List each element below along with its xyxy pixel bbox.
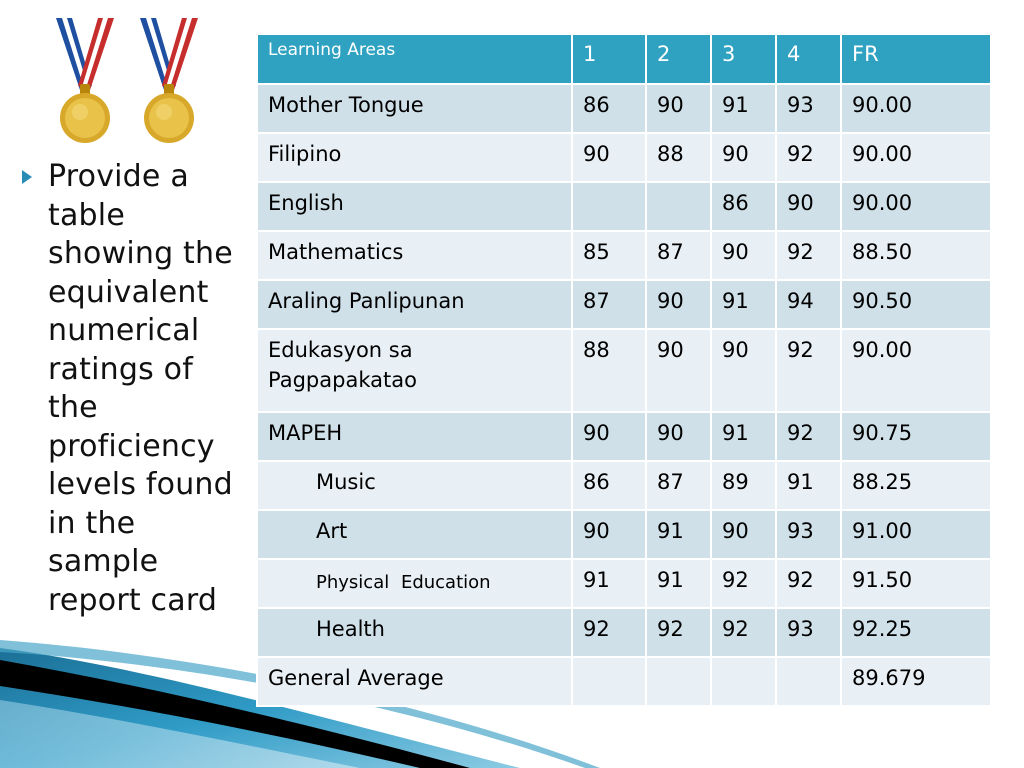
q1-cell: 90 (572, 412, 646, 461)
fr-cell: 90.00 (841, 133, 991, 182)
table-row (257, 559, 991, 608)
q1-cell: 85 (572, 231, 646, 280)
fr-cell: 91.50 (841, 559, 991, 608)
q3-cell: 92 (711, 608, 776, 657)
area-cell: Araling Panlipunan (257, 280, 572, 329)
table-row (257, 412, 991, 461)
table-row (257, 608, 991, 657)
q1-cell: 92 (572, 608, 646, 657)
table-row (257, 329, 991, 412)
header-final-rating: FR (841, 34, 991, 84)
area-cell: Art (257, 510, 572, 559)
q1-cell: 87 (572, 280, 646, 329)
q3-cell: 90 (711, 231, 776, 280)
q2-cell: 90 (646, 412, 711, 461)
ratings-table (256, 33, 992, 707)
area-cell: General Average (257, 657, 572, 706)
fr-cell: 90.00 (841, 84, 991, 133)
table-row (257, 231, 991, 280)
fr-cell: 90.00 (841, 182, 991, 231)
q4-cell: 93 (776, 510, 841, 559)
q4-cell (776, 657, 841, 706)
table-row (257, 461, 991, 510)
q1-cell: 90 (572, 133, 646, 182)
q2-cell: 87 (646, 461, 711, 510)
table-row (257, 510, 991, 559)
q1-cell: 86 (572, 84, 646, 133)
table-header-row (257, 34, 991, 84)
header-quarter-4: 4 (776, 34, 841, 84)
area-cell: Mathematics (257, 231, 572, 280)
q1-cell: 91 (572, 559, 646, 608)
q2-cell: 87 (646, 231, 711, 280)
q2-cell: 90 (646, 329, 711, 412)
q4-cell: 92 (776, 329, 841, 412)
q4-cell: 92 (776, 231, 841, 280)
header-quarter-2: 2 (646, 34, 711, 84)
table-row (257, 182, 991, 231)
q1-cell: 90 (572, 510, 646, 559)
fr-cell: 88.50 (841, 231, 991, 280)
table-row (257, 280, 991, 329)
q1-cell (572, 182, 646, 231)
fr-cell: 89.679 (841, 657, 991, 706)
bullet-text: Provide a table showing the equivalent numerical ratings of the proficiency levels found in the sample report card (48, 159, 233, 618)
area-cell: Health (257, 608, 572, 657)
q2-cell: 91 (646, 510, 711, 559)
area-cell: Mother Tongue (257, 84, 572, 133)
q2-cell: 92 (646, 608, 711, 657)
q2-cell: 90 (646, 84, 711, 133)
area-cell: MAPEH (257, 412, 572, 461)
q2-cell: 91 (646, 559, 711, 608)
q3-cell: 90 (711, 133, 776, 182)
q3-cell: 92 (711, 559, 776, 608)
header-learning-areas: Learning Areas (257, 34, 572, 84)
q4-cell: 92 (776, 133, 841, 182)
q2-cell: 90 (646, 280, 711, 329)
q3-cell: 91 (711, 84, 776, 133)
q4-cell: 92 (776, 559, 841, 608)
table-row (257, 133, 991, 182)
q3-cell: 89 (711, 461, 776, 510)
header-quarter-3: 3 (711, 34, 776, 84)
q4-cell: 90 (776, 182, 841, 231)
q2-cell (646, 657, 711, 706)
q4-cell: 94 (776, 280, 841, 329)
area-cell: Physical Education (257, 559, 572, 608)
q3-cell (711, 657, 776, 706)
q4-cell: 93 (776, 608, 841, 657)
table-row (257, 84, 991, 133)
fr-cell: 90.00 (841, 329, 991, 412)
q1-cell: 86 (572, 461, 646, 510)
gold-medal-icon (134, 18, 204, 146)
q3-cell: 91 (711, 280, 776, 329)
q2-cell: 88 (646, 133, 711, 182)
fr-cell: 90.50 (841, 280, 991, 329)
fr-cell: 92.25 (841, 608, 991, 657)
area-cell: Music (257, 461, 572, 510)
gold-medal-icon (50, 18, 120, 146)
q3-cell: 90 (711, 510, 776, 559)
q4-cell: 93 (776, 84, 841, 133)
q1-cell: 88 (572, 329, 646, 412)
q2-cell (646, 182, 711, 231)
table-row (257, 657, 991, 706)
q3-cell: 86 (711, 182, 776, 231)
bullet-point (22, 158, 252, 620)
q3-cell: 90 (711, 329, 776, 412)
fr-cell: 88.25 (841, 461, 991, 510)
q4-cell: 92 (776, 412, 841, 461)
header-quarter-1: 1 (572, 34, 646, 84)
area-cell: English (257, 182, 572, 231)
q1-cell (572, 657, 646, 706)
bullet-arrow-icon (22, 170, 32, 184)
area-cell: Edukasyon sa Pagpapakatao (257, 329, 572, 412)
q4-cell: 91 (776, 461, 841, 510)
fr-cell: 91.00 (841, 510, 991, 559)
fr-cell: 90.75 (841, 412, 991, 461)
q3-cell: 91 (711, 412, 776, 461)
area-cell: Filipino (257, 133, 572, 182)
